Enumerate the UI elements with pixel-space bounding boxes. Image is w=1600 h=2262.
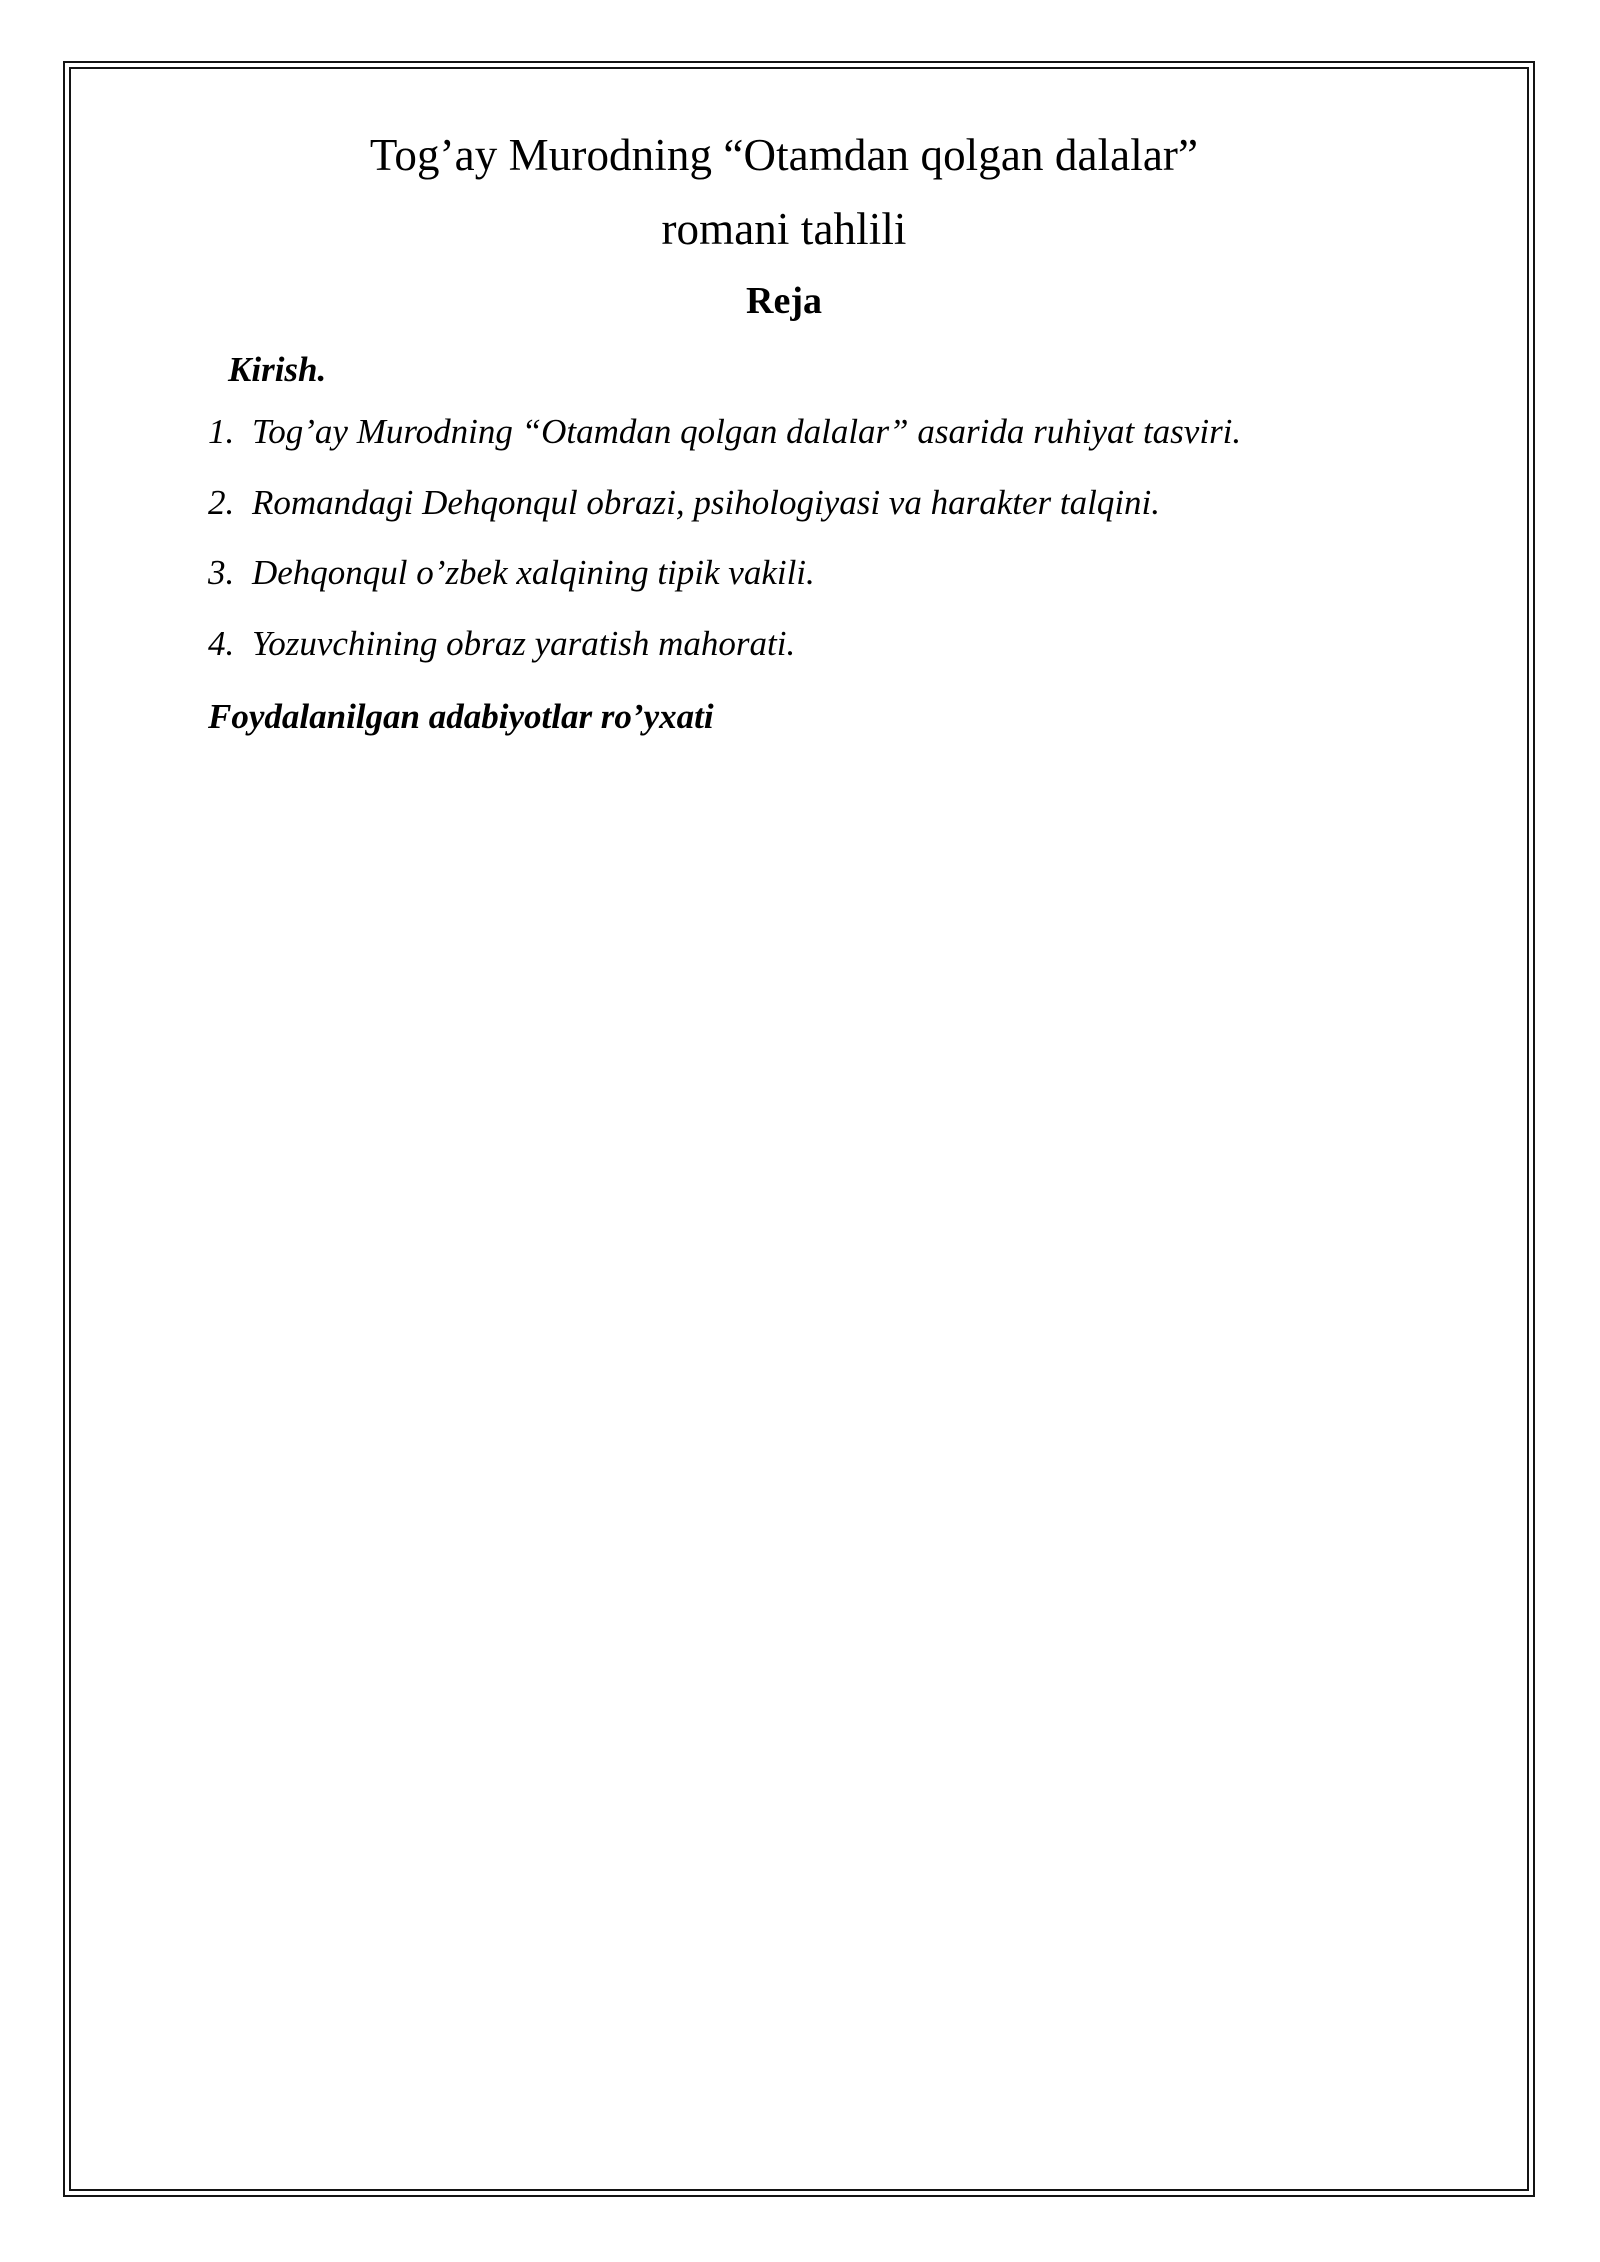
intro-item: Kirish. [228, 349, 327, 389]
list-marker [208, 545, 234, 602]
plan-item-text: Tog’ay Murodning “Otamdan qolgan dalalar” asarida ruhiyat tasviri. [252, 412, 1242, 451]
plan-list-item [208, 404, 1360, 461]
plan-item-text: Dehqonqul o’zbek xalqining tipik vakili. [252, 553, 815, 593]
plan-item-text: Yozuvchining obraz yaratish mahorati. [252, 624, 796, 664]
plan-heading: Reja [746, 279, 822, 322]
document-title-line-2: romani tahlili [661, 204, 907, 255]
document-content [208, 118, 1360, 743]
document-title-line-1: Tog’ay Murodning “Otamdan qolgan dalalar” [369, 130, 1199, 180]
list-marker [208, 616, 234, 673]
references-heading: Foydalanilgan adabiyotlar ro’yxati [208, 696, 714, 736]
plan-list-item [208, 475, 1360, 532]
document-title [208, 118, 1360, 267]
plan-list [208, 404, 1360, 673]
list-marker [208, 475, 234, 532]
plan-item-text: Romandagi Dehqonqul obrazi, psihologiyasi va harakter talqini. [252, 482, 1161, 522]
plan-list-item [208, 545, 1360, 602]
plan-list-item [208, 616, 1360, 673]
list-marker [208, 404, 234, 461]
